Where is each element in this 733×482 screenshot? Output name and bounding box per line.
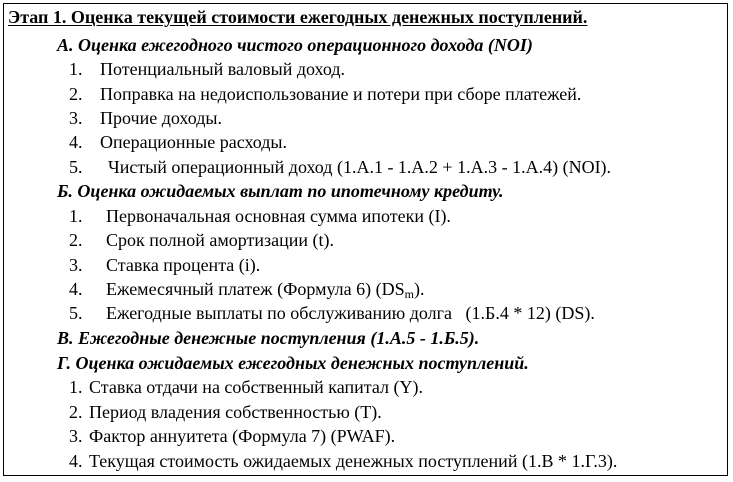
item-number: 3. (69, 108, 83, 128)
item-text: Поправка на недоиспользование и потери при сборе платежей. (100, 84, 582, 104)
list-item (69, 107, 222, 129)
list-item (69, 229, 334, 251)
item-number: 2. (69, 402, 83, 422)
list-item (69, 302, 595, 324)
item-number: 3. (69, 426, 83, 446)
item-number: 4. (69, 132, 83, 152)
section-a-heading: А. Оценка ежегодного чистого операционного дохода (NOI) (57, 35, 533, 55)
item-number: 4. (69, 451, 83, 471)
list-item (69, 376, 423, 398)
item-number: 5. (69, 157, 83, 177)
list-item (69, 83, 581, 105)
item-text: Потенциальный валовый доход. (100, 59, 345, 79)
item-text: Прочие доходы. (100, 108, 222, 128)
list-item (69, 278, 424, 300)
list-item (69, 450, 617, 472)
item-text-tail: ). (413, 279, 425, 299)
list-item (69, 425, 395, 447)
item-text: Ежегодные выплаты по обслуживанию долга (1.Б.4 * 12) (DS). (106, 303, 595, 323)
list-item (69, 254, 260, 276)
item-subscript: m (404, 287, 414, 301)
stage-title: Этап 1. Оценка текущей стоимости ежегодных денежных поступлений. (8, 7, 588, 27)
item-text: Операционные расходы. (100, 132, 288, 152)
item-number: 2. (69, 230, 83, 250)
section-g-heading: Г. Оценка ожидаемых ежегодных денежных поступлений. (57, 353, 529, 373)
item-text: Ставка процента (i). (106, 255, 261, 275)
item-number: 1. (69, 206, 83, 226)
list-item (69, 401, 382, 423)
list-item (69, 156, 611, 178)
item-text: Чистый операционный доход (1.А.1 - 1.А.2 + 1.А.3 - 1.А.4) (NOI). (108, 157, 612, 177)
item-text: Ежемесячный платеж (Формула 6) (DS (106, 279, 405, 299)
item-text: Период владения собственностью (T). (89, 402, 382, 422)
item-text: Фактор аннуитета (Формула 7) (PWAF). (89, 426, 396, 446)
item-number: 4. (69, 279, 83, 299)
item-number: 5. (69, 303, 83, 323)
item-text: Первоначальная основная сумма ипотеки (I). (106, 206, 451, 226)
list-item (69, 58, 345, 80)
item-number: 1. (69, 377, 83, 397)
item-number: 3. (69, 255, 83, 275)
section-v-heading: В. Ежегодные денежные поступления (1.А.5 - 1.Б.5). (57, 328, 480, 348)
item-number: 1. (69, 59, 83, 79)
item-text: Срок полной амортизации (t). (106, 230, 335, 250)
item-number: 2. (69, 84, 83, 104)
list-item (69, 205, 451, 227)
item-text: Текущая стоимость ожидаемых денежных поступлений (1.В * 1.Г.3). (89, 451, 618, 471)
item-text: Ставка отдачи на собственный капитал (Y). (89, 377, 424, 397)
list-item (69, 131, 287, 153)
section-b-heading: Б. Оценка ожидаемых выплат по ипотечному кредиту. (57, 181, 504, 201)
